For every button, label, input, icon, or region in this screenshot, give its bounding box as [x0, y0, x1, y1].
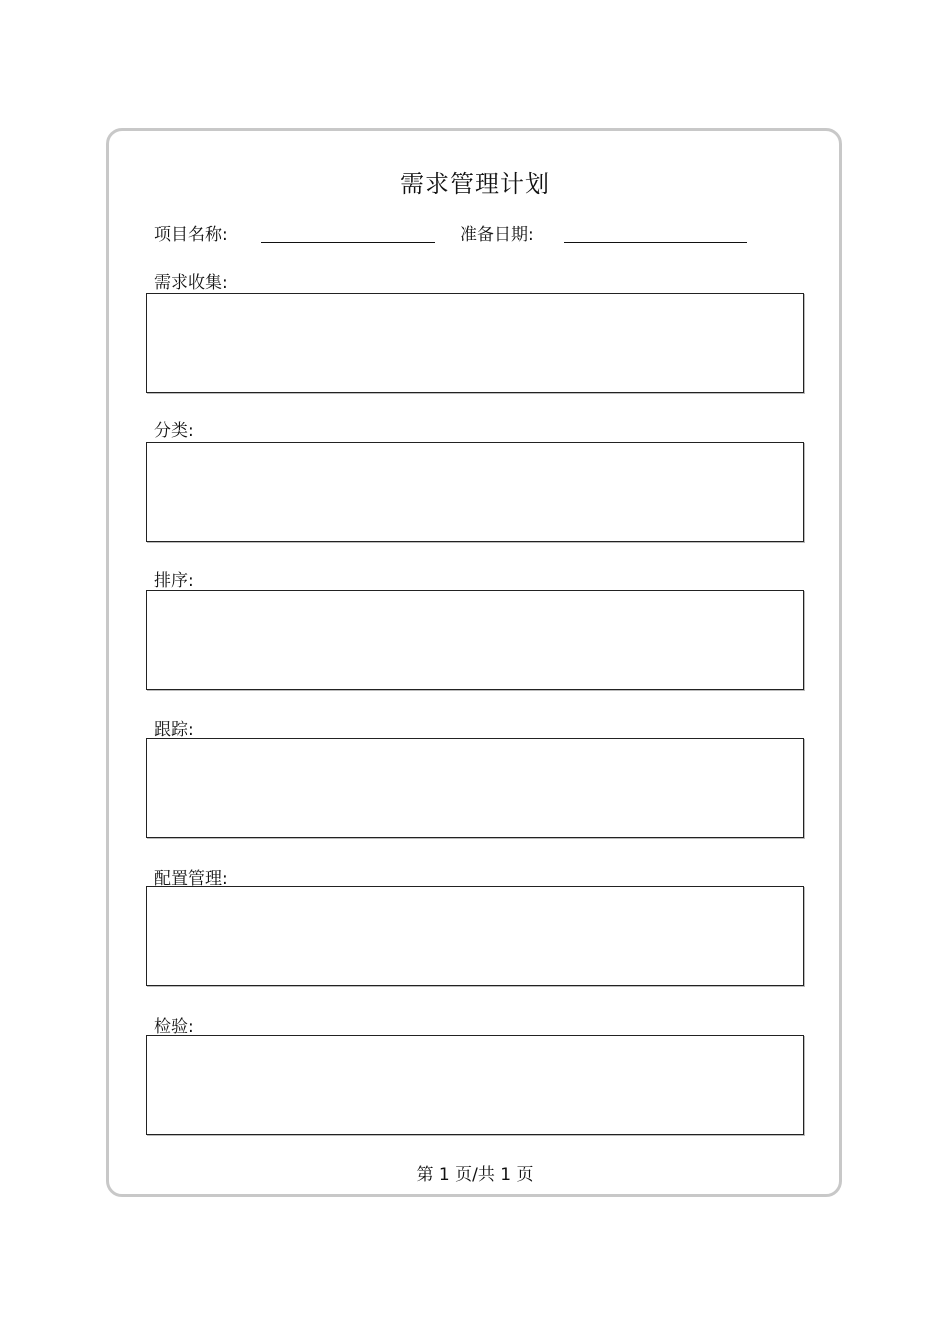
- section-label-tracking: 跟踪:: [154, 720, 194, 740]
- section-label-configuration-management: 配置管理:: [154, 869, 228, 889]
- section-box-tracking[interactable]: [146, 738, 804, 838]
- section-label-verification: 检验:: [154, 1017, 194, 1037]
- section-box-requirements-collection[interactable]: [146, 293, 804, 393]
- section-box-configuration-management[interactable]: [146, 886, 804, 986]
- prepare-date-field[interactable]: [564, 242, 747, 243]
- page-number: 第 1 页/共 1 页: [416, 1165, 534, 1185]
- page-title: 需求管理计划: [400, 170, 550, 198]
- section-box-classification[interactable]: [146, 442, 804, 542]
- section-label-requirements-collection: 需求收集:: [154, 273, 228, 293]
- project-name-label: 项目名称:: [154, 225, 228, 245]
- section-label-prioritization: 排序:: [154, 571, 194, 591]
- section-box-prioritization[interactable]: [146, 590, 804, 690]
- section-label-classification: 分类:: [154, 421, 194, 441]
- section-box-verification[interactable]: [146, 1035, 804, 1135]
- project-name-field[interactable]: [261, 242, 435, 243]
- prepare-date-label: 准备日期:: [460, 225, 534, 245]
